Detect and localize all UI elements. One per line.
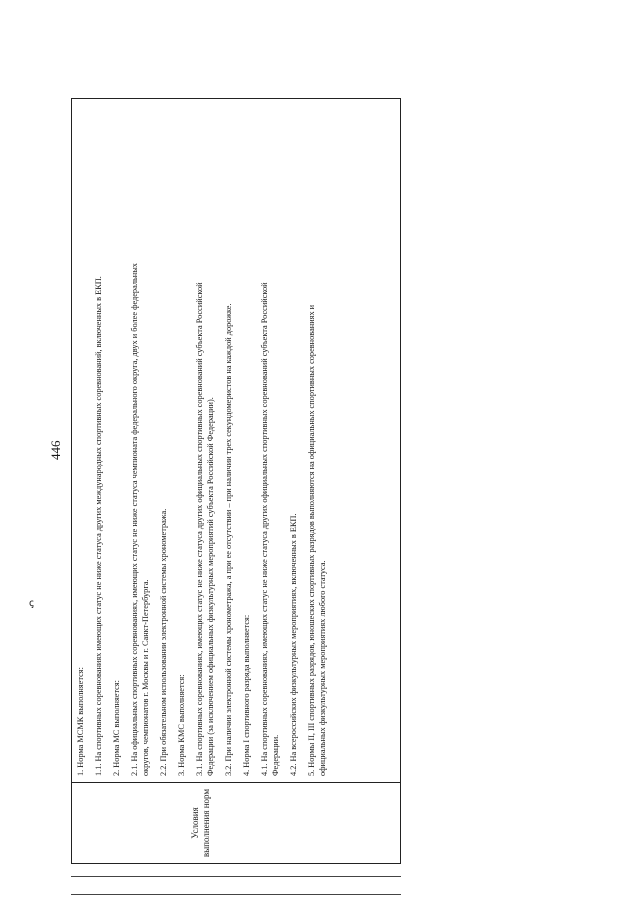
list-item: 2.1. На официальных спортивных соревнованиях, имеющих статус не ниже статуса чемпионата федерального округа, двух и более федеральных округов, чемпионатов г. Москвы и г. Санкт-Петербурга. [130, 263, 150, 776]
scan-mark: ꞔ [29, 598, 34, 609]
list-item: 2.2. При обязательном использовании электронной системы хронометража. [159, 508, 168, 776]
table-content-cell [72, 99, 401, 783]
table-label: Условия выполнения норм [190, 788, 211, 858]
list-item: 3.2. При наличии электронной системы хронометража, а при ее отсутствии – при наличии трех секундомеристов на каждой дорожке. [224, 303, 233, 776]
list-item: 4.2. На всероссийских физкультурных мероприятиях, включенных в ЕКП. [289, 513, 298, 776]
list-item: 3.1. На спортивных соревнованиях, имеющих статус не ниже статуса других официальных спортивных соревнований субъекта Российской Федерации (за исключением официальных физкультурных мероприятий субъекта Российской Федерации). [195, 282, 215, 776]
list-item: 1.1. На спортивных соревнованиях имеющих статус не ниже статуса других международных спортивных соревнований, включенных в ЕКП. [94, 276, 103, 776]
page-number: 446 [48, 440, 63, 460]
norms-table-rotated [71, 98, 401, 864]
table-row [72, 99, 401, 864]
table-bottom-lines [71, 866, 401, 896]
norms-table [71, 98, 401, 864]
list-item: 2. Норма МС выполняется: [112, 680, 121, 776]
list-item: 5. Нормы II, III спортивных разрядов, юношеских спортивных разрядов выполняются на официальных спортивных соревнованиях и официальных физкультурных мероприятиях любого статуса. [307, 304, 327, 776]
table-label-cell [72, 783, 401, 864]
list-item: 4. Норма I спортивного разряда выполняется: [242, 614, 251, 776]
divider [71, 876, 401, 877]
list-item: 4.1. На спортивных соревнованиях, имеющих статус не ниже статуса других официальных спортивных соревнований субъекта Российской Федерации. [260, 282, 280, 776]
list-item: 1. Норма МСМК выполняется: [76, 667, 85, 776]
list-item: 3. Норма КМС выполняется: [177, 674, 186, 776]
divider [71, 894, 401, 895]
